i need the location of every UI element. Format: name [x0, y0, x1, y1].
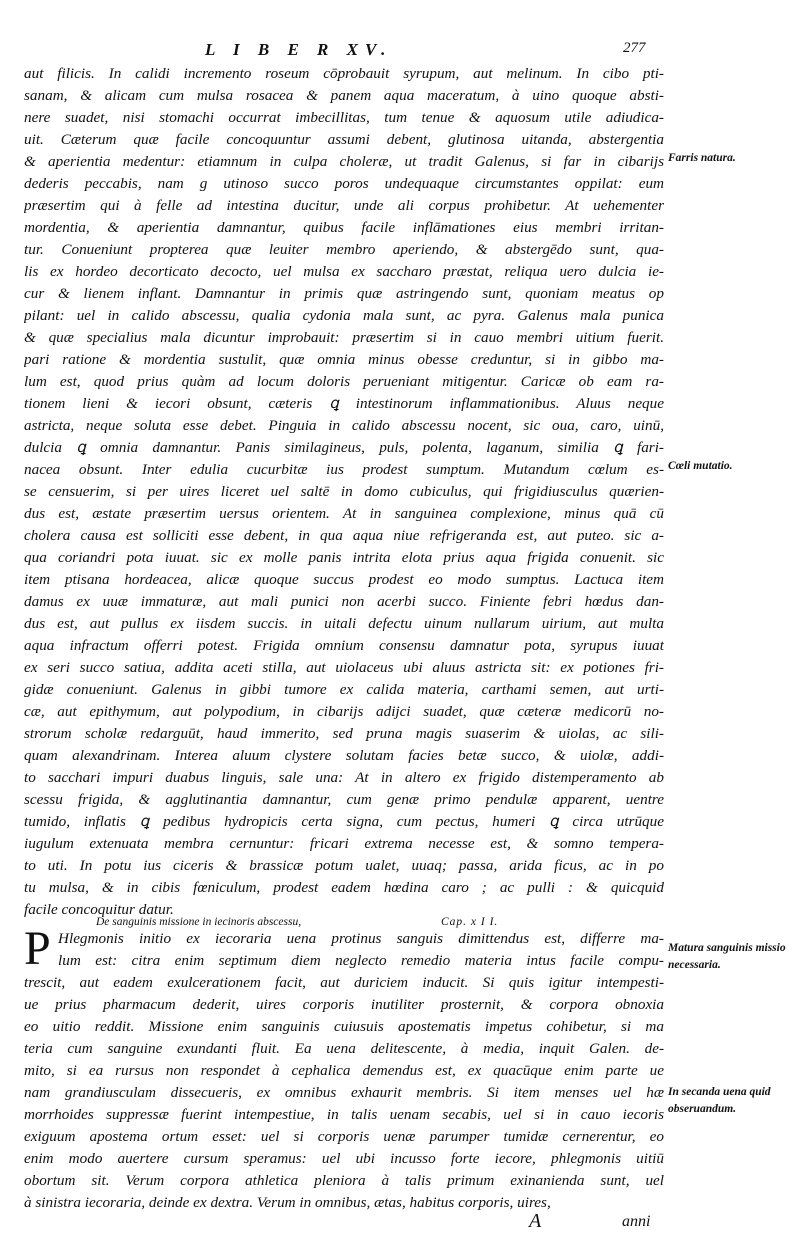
text-line: præsertim qui à felle ad intestina ducitur, unde ali corpus prohibetur. At uehementer — [24, 197, 664, 214]
catchword: anni — [622, 1213, 651, 1230]
text-line: Hlegmonis initio ex iecoraria uena protinus sanguis dimittendus est, differre ma- — [58, 930, 664, 947]
text-line: se censuerim, si per uires liceret uel saltē in domo cubiculus, qui frigidiusculus quærien- — [24, 483, 664, 500]
text-line: sanam, & alicam cum mulsa rosacea & panem aqua maceratum, à uino quoque absti- — [24, 87, 664, 104]
text-line: pilant: uel in calido abscessu, qualia cydonia mala sunt, ac pyra. Galenus mala punica — [24, 307, 664, 324]
text-line: aut filicis. In calidi incremento roseum cōprobauit syrupum, aut melinum. In cibo pti- — [24, 65, 664, 82]
text-line: mito, si ea rursus non respondet à cephalica demendus est, ex quacūque enim parte ue — [24, 1062, 664, 1079]
text-line: iugulum extenuata membra cernuntur: fricari extrema necesse est, & somno tempera- — [24, 835, 664, 852]
text-line: eo uitio reddit. Missione enim sanguinis cuiusuis apostematis impetus cohibetur, si ma — [24, 1018, 664, 1035]
text-line: exiguum apostema ortum esset: uel si corporis uenæ parumper tumidæ cernerentur, eo — [24, 1128, 664, 1145]
text-line: to uti. In potu ius ciceris & brassicæ potum ualet, uuaq; passa, arida ficus, ac in po — [24, 857, 664, 874]
text-line: ue prius pharmacum dederit, uires corporis inutiliter prosternit, & corpora obnoxia — [24, 996, 664, 1013]
text-line: facile concoquitur datur. — [24, 901, 174, 918]
text-line: enim modo auertere cursum speramus: uel ubi incusso forte iecore, phlegmonis uitiū — [24, 1150, 664, 1167]
drop-initial: P — [24, 922, 51, 975]
text-line: mordentia, & aperientia damnantur, quibus facile inflāmationes eius membri irritan- — [24, 219, 664, 236]
text-line: uit. Cæterum quæ facile concoquuntur assumi debent, glutinosa uitanda, abstergentia — [24, 131, 664, 148]
text-line: tionem lieni & iecori obsunt, cæteris ꝗ intestinorum inflammationibus. Aluus neque — [24, 395, 664, 412]
text-line: scessu frigida, & agglutinantia damnantur, cum genæ primo pendulæ apparent, uentre — [24, 791, 664, 808]
text-line: lum est: citra enim septimum diem neglecto remedio materia intus facile compu- — [58, 952, 664, 969]
text-line: damus ex uuæ immaturæ, aut mali punici non acerbi succo. Finiente febri hœdus dan- — [24, 593, 664, 610]
margin-note-farris: Farris natura. — [668, 152, 736, 164]
text-line: cholera causa est solliciti esse debent, in qua aqua niue refrigeranda est, aut puteo. sic a- — [24, 527, 664, 544]
text-line: to sacchari impuri duabus linguis, sale una: At in altero ex frigido distemperamento ab — [24, 769, 664, 786]
text-line: qua coriandri pota iuuat. sic ex molle panis intrita elota prius aqua frigida conuenit. sic — [24, 549, 664, 566]
text-line: dederis peccabis, nam g utinoso succo poros undequaque circumstantes oppilat: eum — [24, 175, 664, 192]
text-line: tu mulsa, & in cibis fœniculum, prodest eadem hœdina caro ; ac pulli : & quicquid — [24, 879, 664, 896]
text-line: astricta, neque soluta esse debet. Pinguia in calido abscessu nocent, sic oua, caro, uinū, — [24, 417, 664, 434]
text-line: lum est, quod prius quàm ad locum doloris perueniant mitigentur. Caricæ ob eam ra- — [24, 373, 664, 390]
text-line: & aperientia medentur: etiamnum in culpa choleræ, ut tradit Galenus, si far in cibarijs — [24, 153, 664, 170]
text-line: cur & lienem inflant. Damnantur in primis quæ astringendo sunt, quoniam meatus op — [24, 285, 664, 302]
text-line: trescit, aut eadem exulcerationem facit, aut duriciem inducit. Si quis igitur intempesti- — [24, 974, 664, 991]
text-line: strorum scholæ redarguūt, haud immerito, sed pruna magis suaserim & uiolas, ac sili- — [24, 725, 664, 742]
text-line: nacea obsunt. Inter edulia cucurbitæ ius prodest sumptum. Mutandum cœlum es- — [24, 461, 664, 478]
margin-note-coeli: Cœli mutatio. — [668, 460, 733, 472]
text-line: aqua infractum offerri potest. Frigida omnium consensu damnatur pota, syrupus iuuat — [24, 637, 664, 654]
text-line: dulcia ꝗ omnia damnantur. Panis similagineus, puls, polenta, laganum, similia ꝗ fari- — [24, 439, 664, 456]
chapter-title: De sanguinis missione in iecinoris abscessu, — [96, 916, 302, 928]
text-line: cæ, aut epithymum, aut polypodium, in cibarijs adijci suadet, quæ cæteræ medicorū no- — [24, 703, 664, 720]
text-line: tumido, inflatis ꝗ pedibus hydropicis certa signa, cum pectus, humeri ꝗ circa utrūque — [24, 813, 664, 830]
page-number: 277 — [623, 40, 646, 56]
page-header — [0, 40, 800, 64]
text-line: nam grandiusculam dissecueris, ex omnibus exhaurit membris. Si item menses uel hæ — [24, 1084, 664, 1101]
text-line: gidæ conueniunt. Galenus in gibbi tumore ex calida materia, carthami semen, aut urti- — [24, 681, 664, 698]
text-line: tur. Conueniunt propterea quæ leuiter membro aperiendo, & abstergēdo sunt, qua- — [24, 241, 664, 258]
text-line: ex seri succo satiua, addita aceti stilla, aut uiolaceus ubi aluus astricta sit: ex potiones fri- — [24, 659, 664, 676]
text-line: obortum sit. Verum corpora athletica pleniora à talis primum exinanienda sunt, uel — [24, 1172, 664, 1189]
text-line: quam alexandrinam. Interea aluum clystere solutam facies betæ succo, & uiolæ, addi- — [24, 747, 664, 764]
margin-note-matura: Matura sanguinis missio necessaria. — [668, 942, 786, 971]
text-line: dus est, æstate præsertim uersus orientem. At in sanguinea complexione, minus quā cū — [24, 505, 664, 522]
chapter-number: Cap. x I I. — [441, 916, 499, 928]
text-line: lis ex hordeo decorticato decocto, uel mulsa ex saccharo præstat, reliqua uero dulcia ie- — [24, 263, 664, 280]
text-line: teria cum sanguine exundanti fluit. Ea uena delitescente, à media, inquit Galen. de- — [24, 1040, 664, 1057]
text-line: morrhoides suppressæ fuerint intempestiue, in talis uenam secabis, uel si in cauo iecoris — [24, 1106, 664, 1123]
text-line: & quæ specialius mala dicuntur improbauit: præsertim si in cauo membri uitium fuerit. — [24, 329, 664, 346]
margin-note-in-secanda: In secanda uena quid obseruandum. — [668, 1086, 771, 1115]
text-line: à sinistra iecoraria, deinde ex dextra. Verum in omnibus, ætas, habitus corporis, uires, — [24, 1194, 551, 1211]
signature-mark: A — [529, 1210, 542, 1232]
text-line: dus est, aut pullus ex iisdem succis. in uitali defectu uinum nullarum uirium, aut multa — [24, 615, 664, 632]
running-head: L I B E R XV. — [205, 40, 393, 59]
text-line: pari ratione & mordentia sustulit, quæ omnia minus obesse creduntur, si in gibbo ma- — [24, 351, 664, 368]
main-text — [24, 63, 664, 921]
text-line: item ptisana hordeacea, alicæ quoque succus prodest eo modo sumptus. Lactuca item — [24, 571, 664, 588]
text-line: nere suadet, nisi stomachi occurrat imbecillitas, tum tenue & aquosum utile adiudica- — [24, 109, 664, 126]
